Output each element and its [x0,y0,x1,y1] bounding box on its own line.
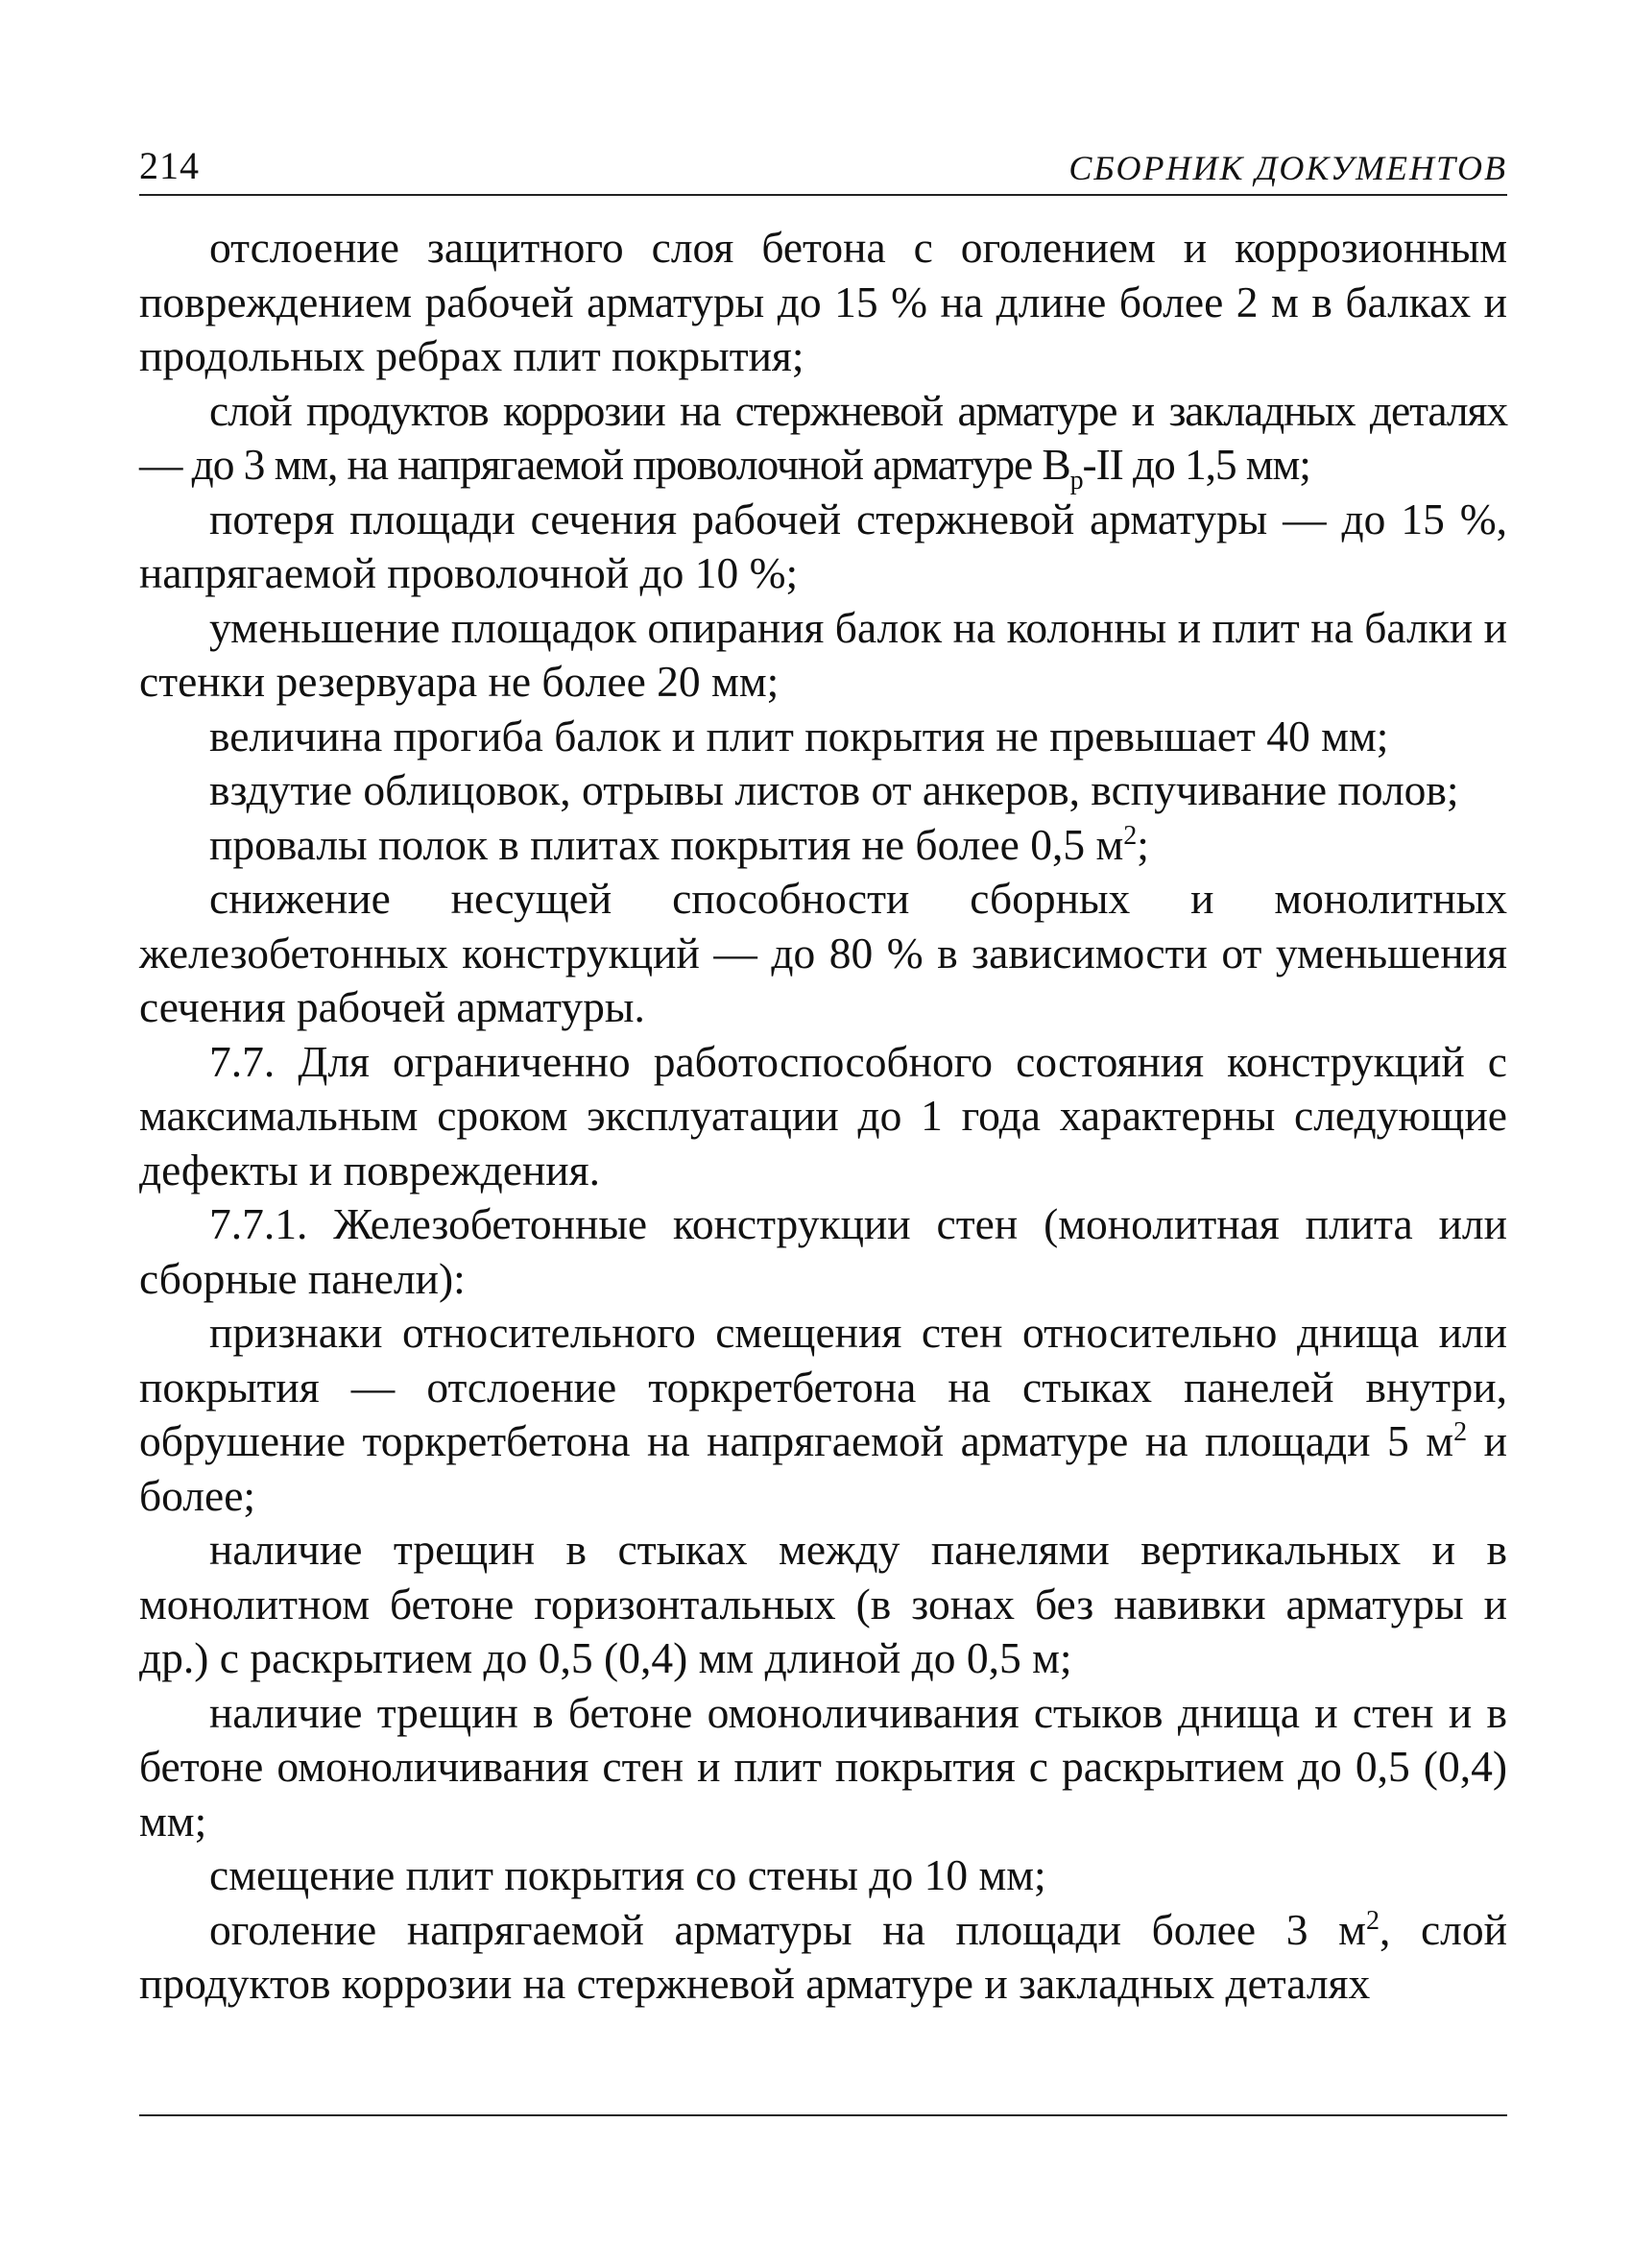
paragraph: снижение несущей способности сборных и монолитных железобетонных конструкций — до 80 % в зависимости от уменьшения сечения рабочей арматуры. [139,874,1507,1031]
paragraph-text: оголение напрягаемой арматуры на площади более 3 м [209,1904,1366,1954]
subscript: р [1069,466,1083,496]
paragraph: величина прогиба балок и плит покрытия не превышает 40 мм; [209,711,1389,760]
paragraph [139,384,1507,496]
paragraph: смещение плит покрытия со стены до 10 мм; [209,1850,1046,1899]
paragraph-text: признаки относительного смещения стен относительно днища или покрытия — отслоение торкретбетона на стыках панелей внутри, обрушение торкретбетона на напрягаемой арматуре на площади 5 м [139,1308,1507,1465]
paragraph [139,1306,1507,1523]
superscript: 2 [1365,1905,1380,1936]
paragraph-text: -II до 1,5 мм; [1082,440,1310,489]
superscript: 2 [1453,1416,1468,1447]
paragraph-text: ; [1137,819,1149,869]
page-header [139,134,1507,196]
running-title: СБОРНИК ДОКУМЕНТОВ [1068,149,1507,187]
paragraph: вздутие облицовок, отрывы листов от анкеров, вспучивание полов; [209,765,1459,814]
paragraph: уменьшение площадок опирания балок на колонны и плит на балки и стенки резервуара не более 20 мм; [139,602,1507,706]
paragraph: отслоение защитного слоя бетона с оголением и коррозионным повреждением рабочей арматуры до 15 % на длине более 2 м в балках и продольных ребрах плит покрытия; [139,223,1507,380]
body-text [139,221,1507,2012]
page-number: 214 [139,144,200,187]
document-page [139,134,1507,2132]
footer-rule [139,2114,1507,2116]
superscript: 2 [1123,820,1138,851]
paragraph [139,1903,1507,2012]
paragraph: наличие трещин в стыках между панелями вертикальных и в монолитном бетоне горизонтальных (в зонах без навивки арматуры и др.) с раскрытием до 0,5 (0,4) мм длиной до 0,5 м; [139,1525,1507,1682]
paragraph-text: , слой продуктов коррозии на стержневой арматуре и закладных деталях [139,1904,1507,2008]
paragraph: 7.7.1. Железобетонные конструкции стен (монолитная плита или сборные панели): [139,1199,1507,1303]
paragraph: 7.7. Для ограниченно работоспособного состояния конструкций с максимальным сроком эксплуатации до 1 года характерны следующие дефекты и повреждения. [139,1036,1507,1194]
paragraph-text: провалы полок в плитах покрытия не более 0,5 м [209,819,1124,869]
paragraph-text: слой продуктов коррозии на стержневой арматуре и закладных деталях — до 3 мм, на напрягаемой проволочной арматуре В [139,385,1507,489]
paragraph [139,818,1507,873]
paragraph: наличие трещин в бетоне омоноличивания стыков днища и стен и в бетоне омоноличивания стен и плит покрытия с раскрытием до 0,5 (0,4) мм; [139,1687,1507,1846]
paragraph: потеря площади сечения рабочей стержневой арматуры — до 15 %, напрягаемой проволочной до 10 %; [139,494,1507,597]
paragraph-text: и более; [139,1416,1507,1520]
